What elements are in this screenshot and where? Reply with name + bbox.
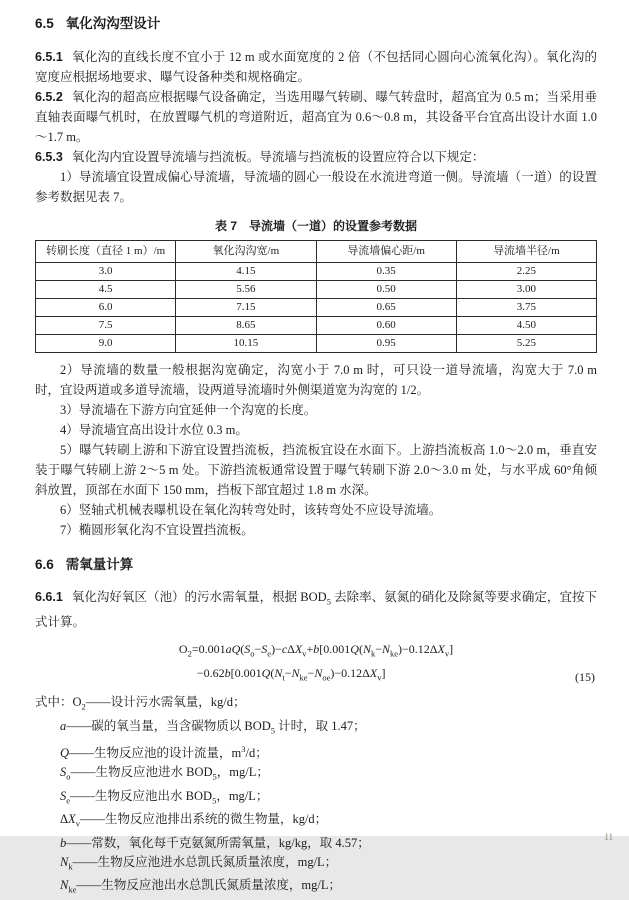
table-cell: 2.25 <box>456 263 596 281</box>
clause-text: 氧化沟内宜设置导流墙与挡流板。导流墙与挡流板的设置应符合以下规定： <box>71 150 485 164</box>
table-cell: 3.00 <box>456 281 596 299</box>
table-cell: 0.50 <box>316 281 456 299</box>
clause-6-6-1 <box>35 587 597 632</box>
symbol: $\Delta X_v$ <box>60 812 80 829</box>
list-item-5: 5）曝气转刷上游和下游宜设置挡流板，挡流板宜设在水面下。上游挡流板高 1.0～2.0 m，垂直安装于曝气转刷上游 2～5 m 处。下游挡流板通常设置于曝气转刷下游 2.0～3.0 m 处，与水平成 60°角倾斜放置，顶部在水面下 150 mm，挡板下部宜超过 1.8 m 水深。 <box>35 443 597 497</box>
symbol-description: ——生物反应池出水 $BOD_5$，mg/L； <box>70 788 269 806</box>
definition-line <box>35 717 597 741</box>
symbol: $N_{ke}$ <box>60 878 77 895</box>
table-cell: 10.15 <box>176 335 316 353</box>
clause-text: 氧化沟的超高应根据曝气设备确定，当选用曝气转刷、曝气转盘时，超高宜为 0.5 m；当采用垂直轴表面曝气机时，在放置曝气机的弯道附近，超高宜为 0.6～0.8 m，其设备平台宜高出设计水面 1.0～1.7 m。 <box>35 90 597 144</box>
symbol-description: ——常数，氧化每千克氨氮所需氧量，kg/kg，取 4.57； <box>66 835 370 850</box>
table-cell: 3.75 <box>456 299 596 317</box>
table-row <box>36 299 597 317</box>
definition-line <box>35 693 597 717</box>
column-header: 导流墙偏心距/m <box>316 241 456 263</box>
section-title: 需氧量计算 <box>65 557 134 572</box>
symbol-description: ——生物反应池排出系统的微生物量，kg/d； <box>79 812 328 827</box>
table-row <box>36 281 597 299</box>
table-cell: 9.0 <box>36 335 176 353</box>
symbol: $O_2$ <box>72 695 86 712</box>
table-cell: 0.65 <box>316 299 456 317</box>
list-item-6: 6）竖轴式机械表曝机设在氧化沟转弯处时，该转弯处不应设导流墙。 <box>60 503 442 517</box>
symbol-description: ——碳的氧当量，当含碳物质以 $BOD_5$ 计时，取 1.47； <box>66 718 366 736</box>
symbol: $S_o$ <box>60 765 71 782</box>
symbol: b <box>60 835 67 850</box>
symbol-description: ——生物反应池出水总凯氏氮质量浓度，mg/L； <box>76 878 341 893</box>
table-cell: 5.56 <box>176 281 316 299</box>
definition-line <box>35 810 597 834</box>
symbol: $S_e$ <box>60 788 71 806</box>
table-cell: 7.15 <box>176 299 316 317</box>
section-title: 氧化沟沟型设计 <box>65 16 161 31</box>
symbol-description: ——生物反应池进水总凯氏氮质量浓度，mg/L； <box>72 854 338 869</box>
clause-number: 6.6.1 <box>35 590 63 604</box>
definition-line <box>35 853 597 877</box>
page-number: 11 <box>604 832 613 842</box>
clause-number: 6.5.3 <box>35 150 63 164</box>
list-item-4: 4）导流墙宜高出设计水位 0.3 m。 <box>60 423 248 437</box>
section-heading-6-5 <box>35 14 597 34</box>
column-header: 转刷长度（直径 1 m）/m <box>36 241 176 263</box>
table-cell: 5.25 <box>456 335 596 353</box>
table-row <box>36 263 597 281</box>
definition-line <box>35 876 597 900</box>
table-cell: 4.15 <box>176 263 316 281</box>
table-7-title: 表 7 导流墙（一道）的设置参考数据 <box>214 219 417 233</box>
symbol: Q <box>60 746 70 761</box>
definition-line <box>35 763 597 787</box>
equation <box>179 639 453 688</box>
clause-number: 6.5.2 <box>35 90 63 104</box>
table-cell: 0.35 <box>316 263 456 281</box>
list-item-7: 7）椭圆形氧化沟不宜设置挡流板。 <box>60 523 254 537</box>
list-item-3: 3）导流墙在下游方向宜延伸一个沟宽的长度。 <box>60 403 317 417</box>
table-cell: 7.5 <box>36 317 176 335</box>
equation-line-2: $-0.62b[0.001Q(N_t-N_{ke}-N_{oe})-0.12\Delta X_v]$ <box>196 665 386 683</box>
list-item-1: 1）导流墙宜设置成偏心导流墙，导流墙的圆心一般设在水流进弯道一侧。导流墙（一道）的设置参考数据见表 7。 <box>35 170 597 204</box>
list-item-2: 2）导流墙的数量一般根据沟宽确定，沟宽小于 7.0 m 时，可只设一道导流墙，沟宽大于 7.0 m 时，宜设两道或多道导流墙，设两道导流墙时外侧渠道宽为沟宽的 1/2。 <box>35 363 597 397</box>
column-header: 氧化沟沟宽/m <box>176 241 316 263</box>
table-cell: 0.60 <box>316 317 456 335</box>
column-header: 导流墙半径/m <box>456 241 596 263</box>
formula-15 <box>35 639 597 688</box>
symbol-description: ——设计污水需氧量，kg/d； <box>85 695 246 710</box>
definition-line <box>35 834 597 853</box>
table-row <box>36 335 597 353</box>
table-row <box>36 317 597 335</box>
definition-line <box>35 787 597 811</box>
section-number: 6.6 <box>35 557 54 572</box>
table-cell: 4.5 <box>36 281 176 299</box>
table-header-row <box>36 241 597 263</box>
symbol: $N_k$ <box>60 854 73 872</box>
definitions-lead: 式中： <box>35 695 73 710</box>
equation-number: (15) <box>575 670 595 685</box>
table-cell: 6.0 <box>36 299 176 317</box>
table-7 <box>35 240 597 353</box>
clause-text: 氧化沟的直线长度不宜小于 12 m 或水面宽度的 2 倍（不包括同心圆向心流氧化沟）。氧化沟的宽度应根据场地要求、曝气设备种类和规格确定。 <box>35 50 597 84</box>
table-cell: 4.50 <box>456 317 596 335</box>
clause-6-5-2 <box>35 87 597 147</box>
table-cell: 0.95 <box>316 335 456 353</box>
clause-6-5-3 <box>35 147 597 167</box>
clause-6-5-1 <box>35 47 597 87</box>
table-cell: 8.65 <box>176 317 316 335</box>
symbol-description: ——生物反应池进水 $BOD_5$，mg/L； <box>70 765 269 782</box>
definition-line <box>35 740 597 763</box>
symbol-description: ——生物反应池的设计流量，$m^3/d$； <box>69 744 268 761</box>
table-cell: 3.0 <box>36 263 176 281</box>
equation-line-1: $O_2=0.001aQ(S_o-S_e)-c\Delta X_v+b[0.001Q(N_k-N_{ke})-0.12\Delta X_v]$ <box>178 641 454 658</box>
clause-number: 6.5.1 <box>35 50 63 64</box>
symbol-definitions <box>35 693 597 900</box>
section-heading-6-6 <box>35 555 597 575</box>
section-number: 6.5 <box>35 16 54 31</box>
clause-text: 氧化沟好氧区（池）的污水需氧量，根据 $BOD_5$ 去除率、氨氮的硝化及除氮等要求确定，宜按下式计算。 <box>35 590 597 629</box>
symbol: a <box>60 718 67 733</box>
